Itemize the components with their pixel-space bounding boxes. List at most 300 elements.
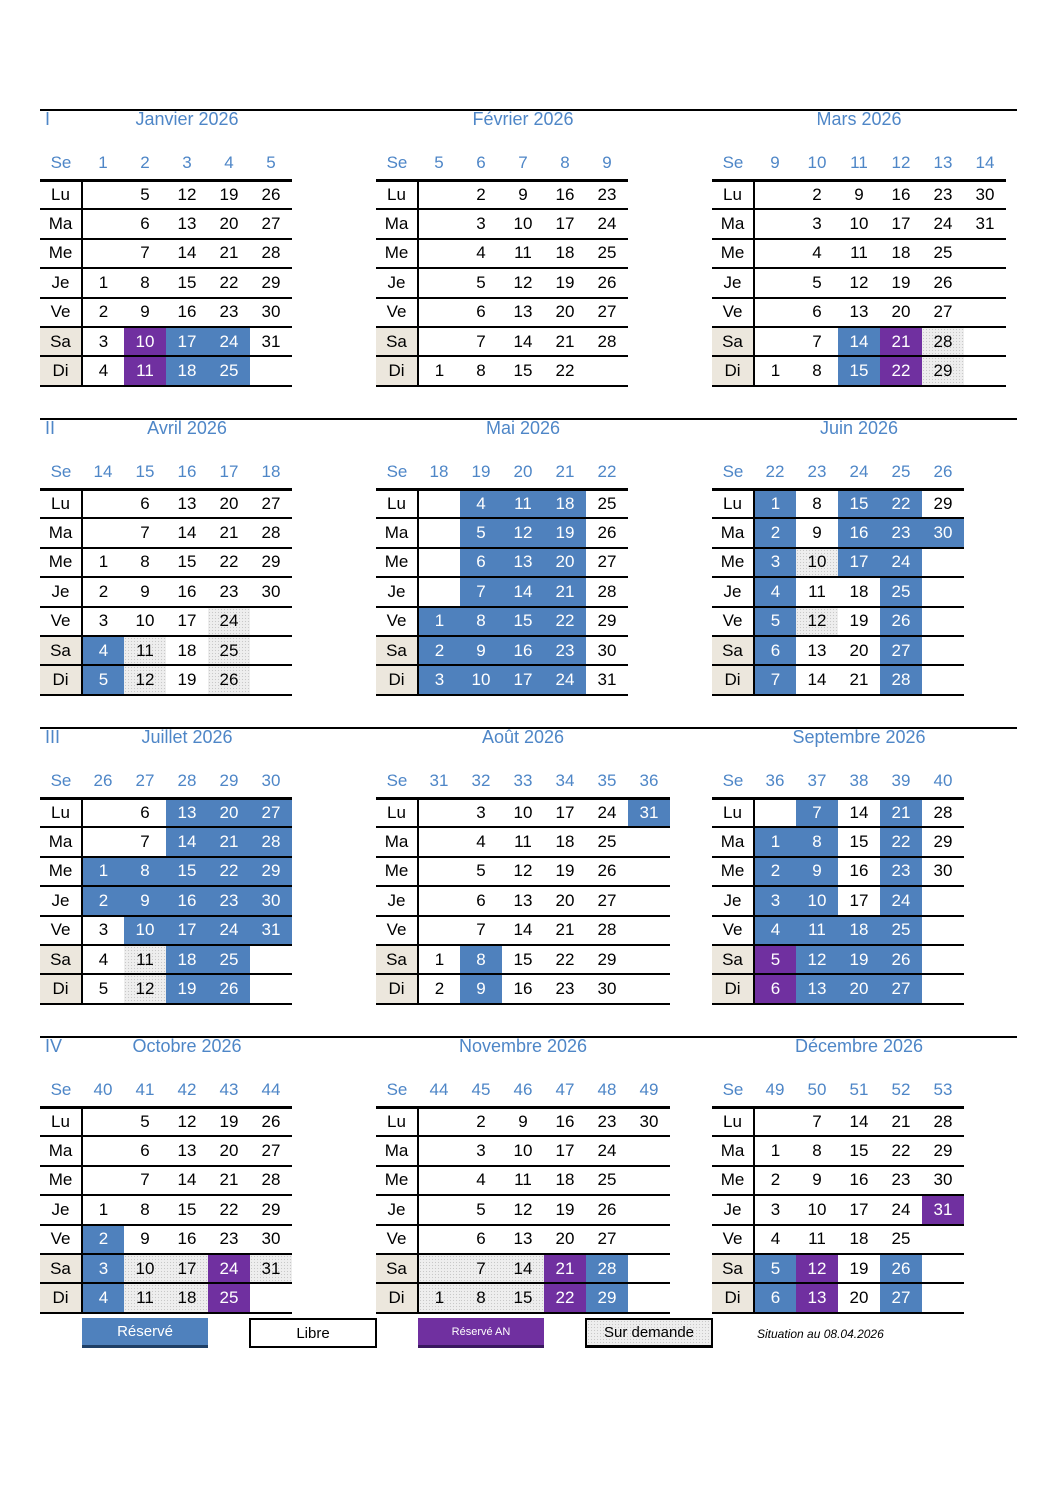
day-cell [922,1225,964,1254]
week-number: 20 [502,457,544,489]
day-cell: 17 [166,607,208,636]
day-label: Sa [40,945,82,974]
day-cell: 13 [166,489,208,518]
day-cell [418,180,460,209]
day-cell: 30 [922,857,964,886]
week-number: 7 [502,148,544,180]
day-cell: 2 [460,1107,502,1136]
day-label: Di [40,1283,82,1312]
day-cell: 26 [880,1254,922,1283]
day-label: Lu [712,798,754,827]
day-cell [754,239,796,268]
day-cell: 1 [82,548,124,577]
day-cell [250,1283,292,1312]
day-cell [418,1254,460,1283]
day-cell: 18 [166,356,208,385]
day-cell: 6 [460,1225,502,1254]
week-number: 28 [166,766,208,798]
day-cell: 28 [250,827,292,856]
day-cell: 25 [208,356,250,385]
day-cell: 5 [82,974,124,1003]
week-header-label: Se [376,148,418,180]
day-cell [628,1136,670,1165]
day-label: Je [40,1195,82,1224]
week-number: 33 [502,766,544,798]
day-cell: 31 [250,327,292,356]
day-cell: 5 [796,268,838,297]
day-cell: 23 [208,886,250,915]
legend-libre-label: Libre [296,1324,330,1342]
week-number: 11 [838,148,880,180]
day-cell: 22 [544,945,586,974]
day-label: Ve [712,298,754,327]
day-cell [628,857,670,886]
day-cell: 27 [922,298,964,327]
day-cell [250,636,292,665]
month-title: Mars 2026 [816,109,902,129]
day-label: Me [376,239,418,268]
day-cell: 16 [166,577,208,606]
day-label: Di [40,356,82,385]
day-cell: 11 [838,239,880,268]
legend-reserve-label: Réservé [117,1323,173,1340]
day-cell: 10 [124,327,166,356]
week-header-label: Se [712,148,754,180]
week-header-label: Se [40,457,82,489]
day-cell: 13 [502,548,544,577]
day-cell [922,916,964,945]
day-cell: 3 [460,1136,502,1165]
day-label: Di [712,1283,754,1312]
day-cell: 10 [502,1136,544,1165]
day-cell: 12 [166,1107,208,1136]
day-cell: 9 [796,1166,838,1195]
day-cell: 5 [460,518,502,547]
day-cell: 22 [880,489,922,518]
day-cell: 30 [250,1225,292,1254]
legend-reserve-an [418,1318,544,1348]
day-cell: 6 [124,209,166,238]
day-label: Me [376,1166,418,1195]
week-number: 49 [628,1075,670,1107]
day-cell: 29 [922,827,964,856]
day-cell: 30 [628,1107,670,1136]
week-number: 14 [82,457,124,489]
day-cell [418,518,460,547]
day-cell: 26 [586,268,628,297]
week-number: 21 [544,457,586,489]
day-cell [250,607,292,636]
day-cell: 5 [124,1107,166,1136]
day-cell [82,1107,124,1136]
day-cell: 10 [502,209,544,238]
day-cell: 11 [124,945,166,974]
day-cell: 10 [796,886,838,915]
day-cell: 17 [838,1195,880,1224]
day-cell [922,1283,964,1312]
day-cell: 24 [208,607,250,636]
day-cell: 16 [838,1166,880,1195]
day-cell: 18 [544,827,586,856]
day-cell [922,548,964,577]
day-cell: 6 [124,489,166,518]
week-number: 4 [208,148,250,180]
day-cell: 4 [754,577,796,606]
day-cell: 6 [796,298,838,327]
day-cell [82,1166,124,1195]
week-header-label: Se [376,766,418,798]
day-cell: 21 [838,665,880,694]
week-number: 22 [754,457,796,489]
quarter-label: III [45,727,61,747]
day-cell: 28 [586,1254,628,1283]
day-cell: 28 [586,916,628,945]
day-cell: 19 [838,607,880,636]
day-cell: 29 [586,945,628,974]
day-cell: 15 [166,857,208,886]
week-number: 48 [586,1075,628,1107]
day-cell: 2 [754,518,796,547]
day-cell: 29 [922,1136,964,1165]
day-cell: 5 [754,607,796,636]
day-cell: 25 [586,239,628,268]
day-cell: 31 [250,916,292,945]
day-cell [754,180,796,209]
week-number: 8 [544,148,586,180]
day-label: Di [376,356,418,385]
day-label: Di [376,665,418,694]
week-number: 23 [796,457,838,489]
week-number: 36 [628,766,670,798]
day-cell: 23 [208,298,250,327]
day-cell: 27 [880,1283,922,1312]
day-cell: 26 [250,1107,292,1136]
day-cell: 24 [922,209,964,238]
day-cell: 10 [796,548,838,577]
week-number: 52 [880,1075,922,1107]
day-cell: 31 [922,1195,964,1224]
day-cell: 27 [880,636,922,665]
day-cell [250,945,292,974]
day-cell: 31 [964,209,1006,238]
day-cell [418,268,460,297]
day-cell: 28 [586,577,628,606]
day-cell: 25 [208,945,250,974]
day-cell: 9 [124,886,166,915]
day-cell: 13 [502,886,544,915]
day-cell: 21 [544,916,586,945]
day-cell: 2 [754,857,796,886]
day-cell: 22 [544,356,586,385]
day-cell: 28 [880,665,922,694]
day-cell: 4 [82,356,124,385]
day-cell [418,857,460,886]
week-number: 2 [124,148,166,180]
day-cell: 9 [124,1225,166,1254]
day-label: Di [712,974,754,1003]
day-cell: 23 [208,577,250,606]
day-cell: 4 [460,239,502,268]
day-cell: 20 [208,489,250,518]
day-cell: 12 [502,1195,544,1224]
day-cell [82,1136,124,1165]
week-header-label: Se [376,1075,418,1107]
day-cell: 19 [838,1254,880,1283]
day-label: Sa [40,327,82,356]
week-number: 40 [82,1075,124,1107]
week-number: 40 [922,766,964,798]
day-label: Ma [712,1136,754,1165]
day-cell [82,180,124,209]
day-cell: 20 [880,298,922,327]
week-number: 22 [586,457,628,489]
day-cell: 18 [544,1166,586,1195]
day-cell: 15 [838,356,880,385]
day-cell: 26 [922,268,964,297]
day-cell: 8 [460,607,502,636]
day-cell: 3 [754,548,796,577]
month-grid [712,457,964,696]
day-cell [922,636,964,665]
day-cell [418,577,460,606]
day-cell: 28 [922,1107,964,1136]
day-cell: 12 [124,665,166,694]
day-label: Je [40,268,82,297]
day-label: Ma [40,1136,82,1165]
day-cell: 16 [166,298,208,327]
day-label: Lu [376,798,418,827]
day-label: Lu [376,180,418,209]
day-cell: 22 [544,607,586,636]
day-cell: 7 [124,827,166,856]
day-cell: 8 [796,489,838,518]
day-cell: 27 [586,548,628,577]
week-number: 26 [922,457,964,489]
week-number: 39 [880,766,922,798]
day-label: Ve [40,607,82,636]
day-cell: 7 [124,239,166,268]
day-cell: 17 [544,798,586,827]
day-cell: 3 [82,607,124,636]
day-label: Me [376,548,418,577]
day-cell: 14 [166,827,208,856]
day-cell: 26 [208,665,250,694]
day-cell: 24 [880,1195,922,1224]
day-cell [418,916,460,945]
day-cell: 12 [124,974,166,1003]
day-label: Me [40,857,82,886]
day-label: Je [376,268,418,297]
day-cell: 27 [586,298,628,327]
day-cell: 23 [586,180,628,209]
quarter-label: IV [45,1036,63,1056]
day-cell: 2 [754,1166,796,1195]
day-cell: 17 [166,327,208,356]
week-number: 37 [796,766,838,798]
week-number: 1 [82,148,124,180]
day-cell [82,798,124,827]
day-cell: 20 [544,298,586,327]
day-cell [964,327,1006,356]
day-cell: 6 [124,798,166,827]
day-cell [628,1254,670,1283]
day-cell: 14 [838,327,880,356]
day-cell: 10 [124,1254,166,1283]
day-cell: 13 [166,798,208,827]
day-cell: 22 [880,356,922,385]
day-cell: 19 [838,945,880,974]
day-cell: 12 [796,607,838,636]
day-cell [922,886,964,915]
day-cell [250,356,292,385]
day-cell: 12 [838,268,880,297]
day-cell: 14 [502,916,544,945]
day-cell: 8 [796,827,838,856]
week-number: 6 [460,148,502,180]
day-cell: 25 [880,916,922,945]
day-cell: 20 [544,1225,586,1254]
day-cell: 24 [208,1254,250,1283]
day-cell: 14 [166,1166,208,1195]
day-cell: 8 [124,1195,166,1224]
day-cell [628,1225,670,1254]
day-label: Lu [712,489,754,518]
week-header-label: Se [40,766,82,798]
day-cell: 17 [166,916,208,945]
week-number: 43 [208,1075,250,1107]
week-header-label: Se [712,1075,754,1107]
day-cell: 2 [418,636,460,665]
day-cell [82,827,124,856]
day-cell: 3 [82,327,124,356]
day-cell: 16 [166,1225,208,1254]
day-cell: 9 [124,298,166,327]
day-cell [418,1107,460,1136]
day-cell [82,209,124,238]
day-cell: 3 [460,209,502,238]
month-grid [712,1075,964,1314]
day-label: Sa [712,636,754,665]
day-label: Je [40,886,82,915]
day-cell: 8 [460,1283,502,1312]
day-cell: 13 [796,1283,838,1312]
week-number: 30 [250,766,292,798]
day-label: Ve [40,298,82,327]
day-cell: 16 [544,180,586,209]
day-cell: 9 [460,974,502,1003]
day-cell: 26 [586,857,628,886]
day-cell: 22 [208,1195,250,1224]
day-cell: 30 [586,636,628,665]
day-cell: 10 [796,1195,838,1224]
day-cell: 7 [124,1166,166,1195]
day-cell: 19 [544,1195,586,1224]
day-cell: 17 [544,209,586,238]
month-grid [376,1075,670,1314]
day-label: Ma [712,209,754,238]
day-cell [418,548,460,577]
day-cell: 22 [208,857,250,886]
day-label: Ma [712,518,754,547]
week-number: 38 [838,766,880,798]
day-cell: 12 [796,1254,838,1283]
day-cell: 9 [796,857,838,886]
day-cell: 13 [796,974,838,1003]
day-cell: 1 [82,268,124,297]
day-cell [922,577,964,606]
day-cell: 4 [754,916,796,945]
day-cell [922,1254,964,1283]
day-label: Di [40,974,82,1003]
day-cell: 25 [586,489,628,518]
day-cell: 19 [880,268,922,297]
day-cell [418,489,460,518]
day-cell: 19 [166,974,208,1003]
day-cell: 8 [124,857,166,886]
day-label: Di [712,665,754,694]
day-cell: 7 [124,518,166,547]
day-cell [628,1283,670,1312]
day-cell: 23 [544,636,586,665]
day-cell [82,489,124,518]
day-cell: 17 [838,886,880,915]
day-cell: 7 [460,327,502,356]
day-cell: 1 [418,1283,460,1312]
day-cell: 7 [796,1107,838,1136]
day-cell: 3 [82,916,124,945]
day-cell: 13 [502,1225,544,1254]
day-cell [250,974,292,1003]
day-cell: 28 [586,327,628,356]
day-cell: 18 [544,239,586,268]
day-cell: 8 [124,548,166,577]
day-cell: 16 [880,180,922,209]
day-cell: 7 [460,1254,502,1283]
day-cell: 17 [166,1254,208,1283]
day-cell: 11 [502,489,544,518]
week-number: 3 [166,148,208,180]
day-cell: 9 [838,180,880,209]
day-cell: 24 [586,798,628,827]
day-cell: 16 [838,518,880,547]
day-cell: 5 [124,180,166,209]
day-label: Je [376,886,418,915]
month-grid [712,148,1006,387]
day-cell: 15 [166,1195,208,1224]
day-cell: 26 [880,607,922,636]
day-cell: 27 [250,798,292,827]
day-label: Me [40,1166,82,1195]
day-label: Ve [376,916,418,945]
week-number: 51 [838,1075,880,1107]
day-cell: 2 [82,577,124,606]
day-label: Me [712,548,754,577]
month-grid [376,766,670,1005]
day-cell: 20 [838,1283,880,1312]
week-number: 47 [544,1075,586,1107]
day-cell: 30 [964,180,1006,209]
day-cell: 3 [460,798,502,827]
day-cell: 21 [208,518,250,547]
day-cell: 20 [544,548,586,577]
day-cell: 28 [250,239,292,268]
legend-reserve [82,1318,208,1348]
legend-sur-demande [585,1318,713,1348]
day-cell: 15 [502,945,544,974]
month-title: Août 2026 [481,727,565,747]
day-cell: 19 [544,857,586,886]
day-cell: 8 [796,1136,838,1165]
